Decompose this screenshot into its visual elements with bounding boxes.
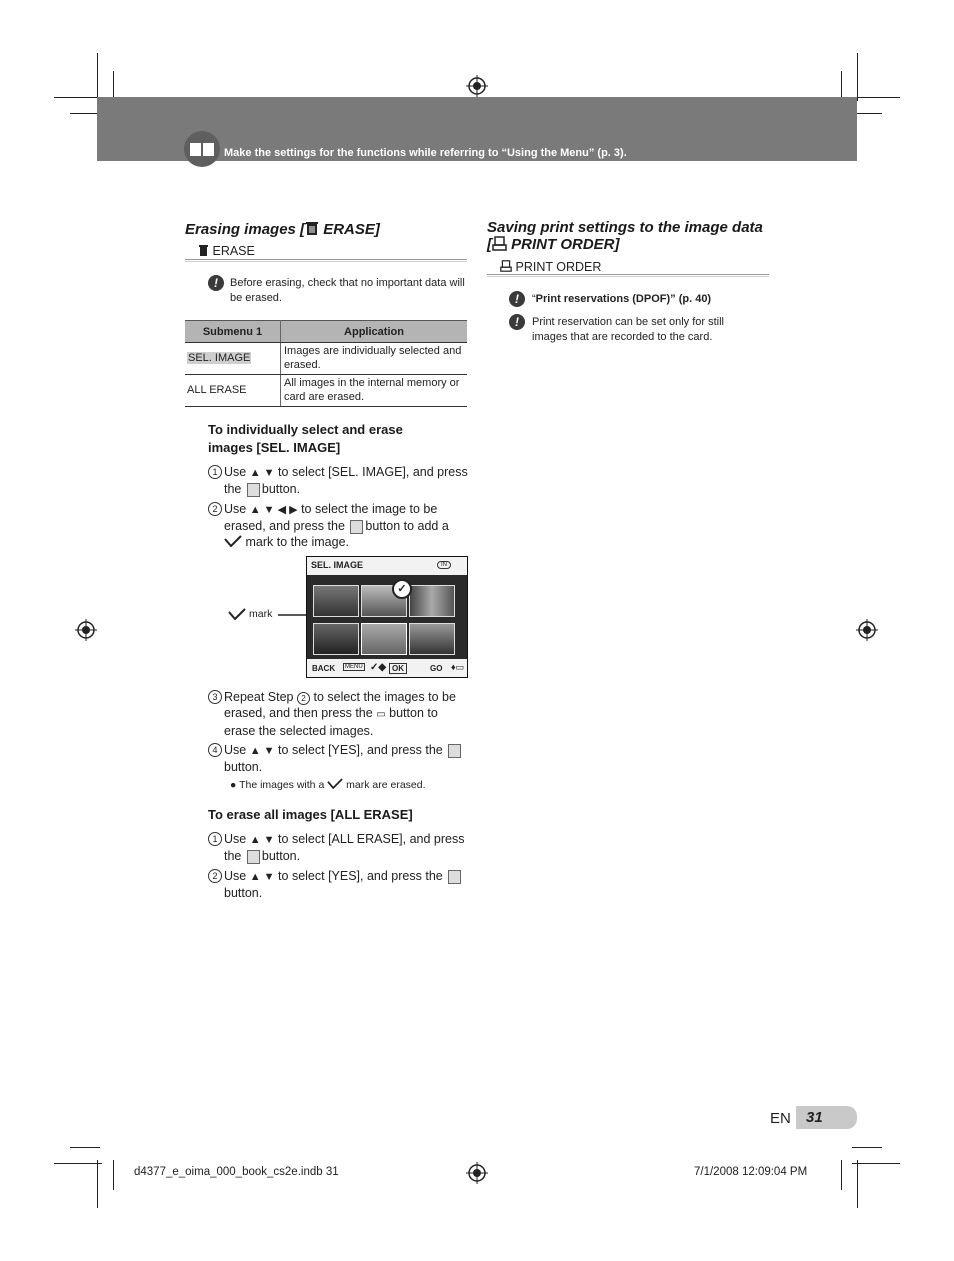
crop-mark <box>54 97 102 98</box>
menu-key-label: MENU <box>345 664 363 670</box>
step-number: 2 <box>208 869 222 883</box>
caution-icon: ! <box>208 275 224 291</box>
all-erase-heading: To erase all images [ALL ERASE] <box>208 807 413 822</box>
registration-mark-icon <box>466 75 488 97</box>
crop-mark <box>852 1147 882 1148</box>
crop-mark <box>852 97 900 98</box>
page-number-box <box>796 1106 857 1129</box>
sel-image-heading: To individually select and erase images [SEL. IMAGE] <box>208 422 403 455</box>
trash-icon: ♦▭ <box>451 662 465 672</box>
submenu-table <box>185 320 467 407</box>
checkmark-icon <box>327 778 343 789</box>
footer-file: d4377_e_oima_000_book_cs2e.indb 31 <box>134 1166 339 1178</box>
up-down-arrows-icon: ▲ ▼ <box>249 871 275 883</box>
section-rule <box>185 259 467 262</box>
image-thumbnail[interactable] <box>313 585 359 617</box>
crop-mark <box>97 1160 98 1208</box>
crop-mark <box>70 1147 100 1148</box>
ok-button-icon <box>448 744 461 758</box>
back-label: BACK <box>312 664 336 673</box>
table-cell: SEL. IMAGE <box>185 343 281 375</box>
bullet-icon: ● <box>230 779 237 791</box>
printer-icon <box>500 260 512 272</box>
go-label: GO <box>430 664 443 673</box>
checkmark-icon <box>228 608 246 620</box>
ok-button-icon <box>448 870 461 884</box>
step-number: 2 <box>208 502 222 516</box>
trash-icon <box>305 221 319 236</box>
crop-mark <box>857 1160 858 1208</box>
step-number: 1 <box>208 832 222 846</box>
crop-mark <box>70 113 100 114</box>
screen-title: SEL. IMAGE <box>311 560 364 570</box>
step-number: 3 <box>208 690 222 704</box>
checkmark-icon <box>224 535 242 547</box>
screen-title-bar <box>307 557 467 575</box>
table-header: Submenu 1 <box>185 321 281 343</box>
crop-mark <box>841 1160 842 1190</box>
image-thumbnail[interactable] <box>313 623 359 655</box>
step-text: Repeat Step 2 to select the images to be erased, and then press the ▭ button to erase the selected images. <box>224 690 456 738</box>
footer-date: 7/1/2008 12:09:04 PM <box>694 1166 808 1178</box>
ok-button-icon <box>350 520 363 534</box>
ok-key-label: OK <box>389 663 407 674</box>
step-text: Use ▲ ▼ to select [YES], and press the button. <box>224 742 469 775</box>
trash-icon <box>198 244 209 256</box>
ok-button-icon <box>247 483 260 497</box>
caution-icon: ! <box>509 314 525 330</box>
image-thumbnail[interactable] <box>361 623 407 655</box>
up-down-arrows-icon: ▲ ▼ <box>249 467 275 479</box>
four-arrows-icon: ▲ ▼ ◀ ▶ <box>249 504 298 516</box>
step-number: 1 <box>208 465 222 479</box>
crop-mark <box>54 1163 102 1164</box>
up-down-arrows-icon: ▲ ▼ <box>249 745 275 757</box>
mark-label: mark <box>249 608 273 620</box>
crop-mark <box>852 1163 900 1164</box>
step4-bullet: ● The images with a mark are erased. <box>230 779 426 791</box>
step-text: Use ▲ ▼ to select [YES], and press the button. <box>224 868 469 901</box>
image-thumbnail[interactable] <box>409 585 455 617</box>
table-row <box>185 375 467 407</box>
registration-mark-icon <box>75 619 97 641</box>
table-header: Application <box>281 321 468 343</box>
check-key-icon: ✓◆ <box>370 662 387 673</box>
table-row <box>185 343 467 375</box>
header-banner-text: Make the settings for the functions while referring to “Using the Menu” (p. 3). <box>224 147 627 159</box>
menu-path-print-order: PRINT ORDER <box>500 260 601 274</box>
section-title-print-order: Saving print settings to the image data [ PRINT ORDER] <box>487 219 763 253</box>
table-cell: ALL ERASE <box>185 375 281 407</box>
dpof-reference: “Print reservations (DPOF)” (p. 40) <box>532 293 712 305</box>
crop-mark <box>857 53 858 101</box>
print-reservation-note: Print reservation can be set only for still images that are recorded to the card. <box>532 316 724 343</box>
memory-badge: IN <box>437 561 451 569</box>
caution-note: Before erasing, check that no important data will be erased. <box>230 277 465 304</box>
table-cell: Images are individually selected and erased. <box>281 343 468 375</box>
section-title-erase: Erasing images [ ERASE] <box>185 221 380 238</box>
crop-mark <box>113 1160 114 1190</box>
language-label: EN <box>770 1110 791 1127</box>
step-text: Use ▲ ▼ ◀ ▶ to select the image to be erased, and press the button to add a mark to the image. <box>224 502 449 549</box>
book-icon <box>184 131 220 167</box>
step-number: 4 <box>208 743 222 757</box>
section-rule <box>487 274 769 277</box>
page-number: 31 <box>806 1109 823 1126</box>
image-thumbnail[interactable] <box>409 623 455 655</box>
menu-path-erase: ERASE <box>198 244 255 258</box>
registration-mark-icon <box>466 1162 488 1184</box>
step-text: Use ▲ ▼ to select [SEL. IMAGE], and press the button. <box>224 465 468 496</box>
caution-icon: ! <box>509 291 525 307</box>
step-text: Use ▲ ▼ to select [ALL ERASE], and press the button. <box>224 832 465 863</box>
registration-mark-icon <box>856 619 878 641</box>
camera-screen <box>306 556 468 678</box>
table-cell: All images in the internal memory or card are erased. <box>281 375 468 407</box>
screen-bottom-bar <box>307 659 467 677</box>
check-badge-icon: ✓ <box>392 579 412 599</box>
crop-mark <box>97 53 98 101</box>
step-ref-icon: 2 <box>297 692 310 705</box>
ok-button-icon <box>247 850 260 864</box>
trash-icon: ▭ <box>376 709 386 720</box>
up-down-arrows-icon: ▲ ▼ <box>249 834 275 846</box>
printer-icon <box>492 236 507 251</box>
